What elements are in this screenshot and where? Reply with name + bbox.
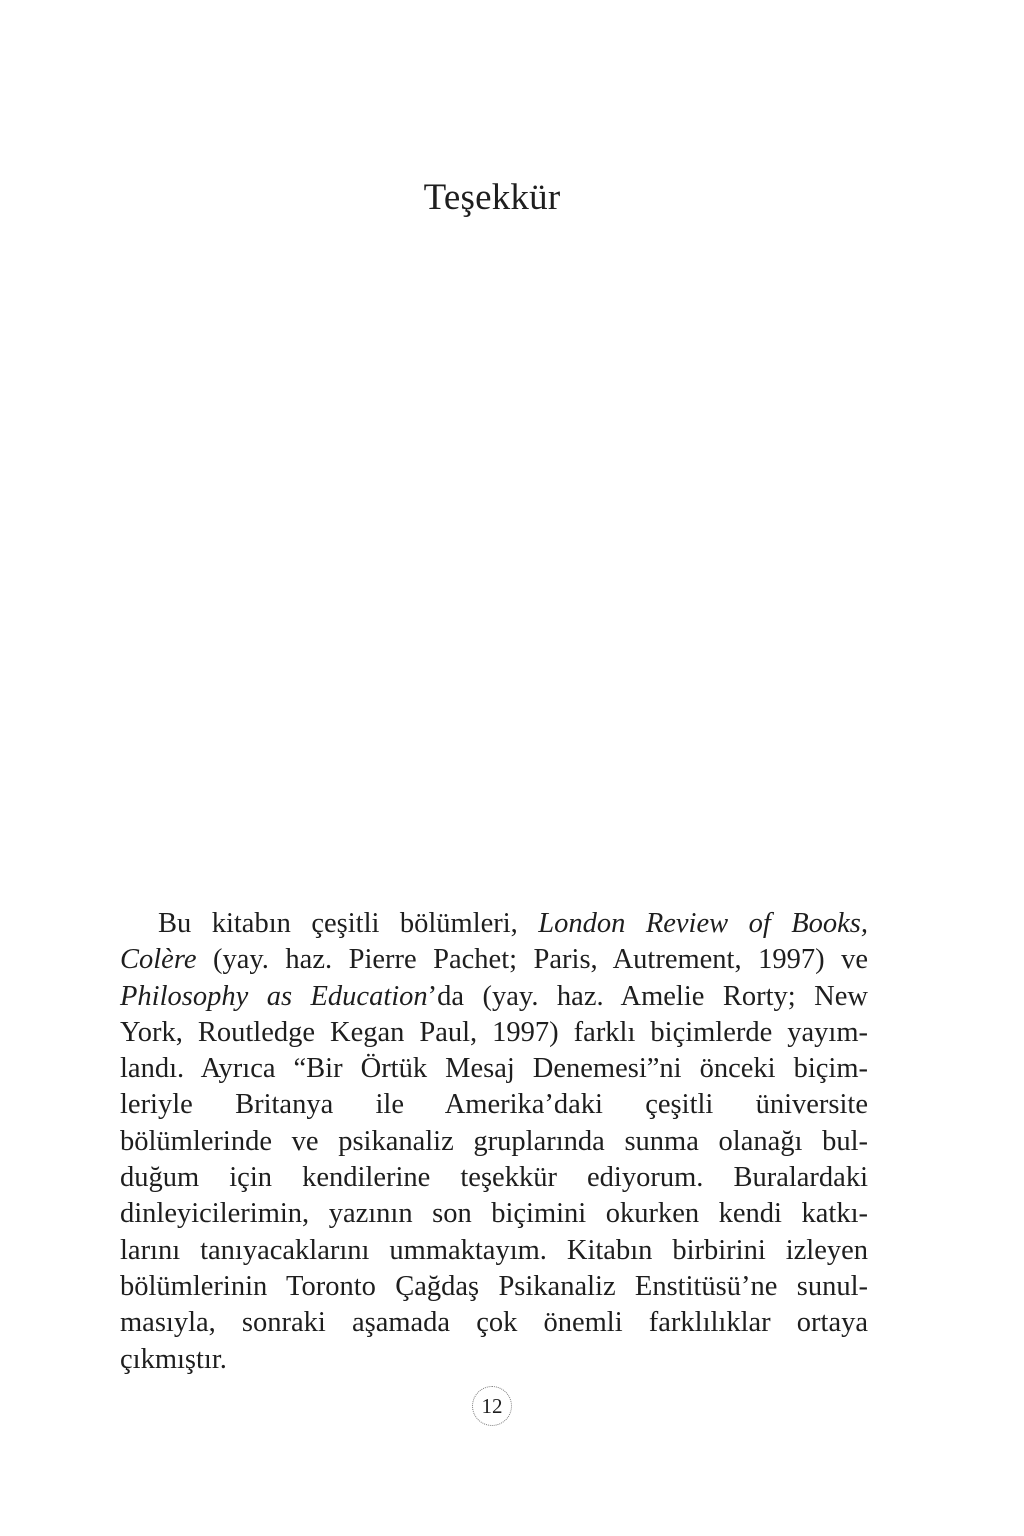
italic-title-text: Colère [120,944,197,976]
paragraph-text: bölümlerinde ve psikanaliz gruplarında sunma olanağı bul- [120,1125,868,1157]
paragraph-text: çıkmıştır. [120,1343,227,1375]
italic-title-text: Philosophy as Education [120,980,428,1012]
paragraph-line [120,1196,868,1232]
paragraph-text: duğum için kendilerine teşekkür ediyorum. Buralardaki [120,1162,868,1194]
paragraph-text: leriyle Britanya ile Amerika’daki çeşitli üniversite [120,1089,868,1121]
paragraph-line [120,1087,868,1123]
paragraph-line [120,979,868,1015]
paragraph-text: dinleyicilerimin, yazının son biçimini okurken kendi katkı- [120,1198,868,1230]
paragraph-line [120,1160,868,1196]
paragraph-text: masıyla, sonraki aşamada çok önemli farklılıklar ortaya [120,1307,868,1339]
paragraph-line [120,1124,868,1160]
paragraph-line [120,1305,868,1341]
paragraph-text: York, Routledge Kegan Paul, 1997) farklı biçimlerde yayım- [120,1016,868,1048]
paragraph-line [120,1269,868,1305]
paragraph-line [120,1015,868,1051]
paragraph-line [120,1342,868,1378]
paragraph-text: bölümlerinin Toronto Çağdaş Psikanaliz Enstitüsü’ne sunul- [120,1270,868,1302]
page-title: Teşekkür [423,177,561,218]
paragraph-line [120,1233,868,1269]
paragraph-text: larını tanıyacaklarını ummaktayım. Kitabın birbirini izleyen [120,1234,868,1266]
italic-title-text: London Review of Books, [538,908,868,939]
paragraph-line [120,942,868,978]
paragraph-text: Bu kitabın çeşitli bölümleri, [158,908,539,939]
paragraph-line [120,1051,868,1087]
page-number: 12 [472,1386,512,1426]
paragraph-text: landı. Ayrıca “Bir Örtük Mesaj Denemesi”ni önceki biçim- [120,1053,868,1085]
paragraph-text: ’da (yay. haz. Amelie Rorty; New [427,980,868,1012]
acknowledgement-paragraph [120,906,868,1378]
paragraph-text: (yay. haz. Pierre Pachet; Paris, Autrement, 1997) ve [196,944,868,976]
paragraph-line [120,906,868,942]
